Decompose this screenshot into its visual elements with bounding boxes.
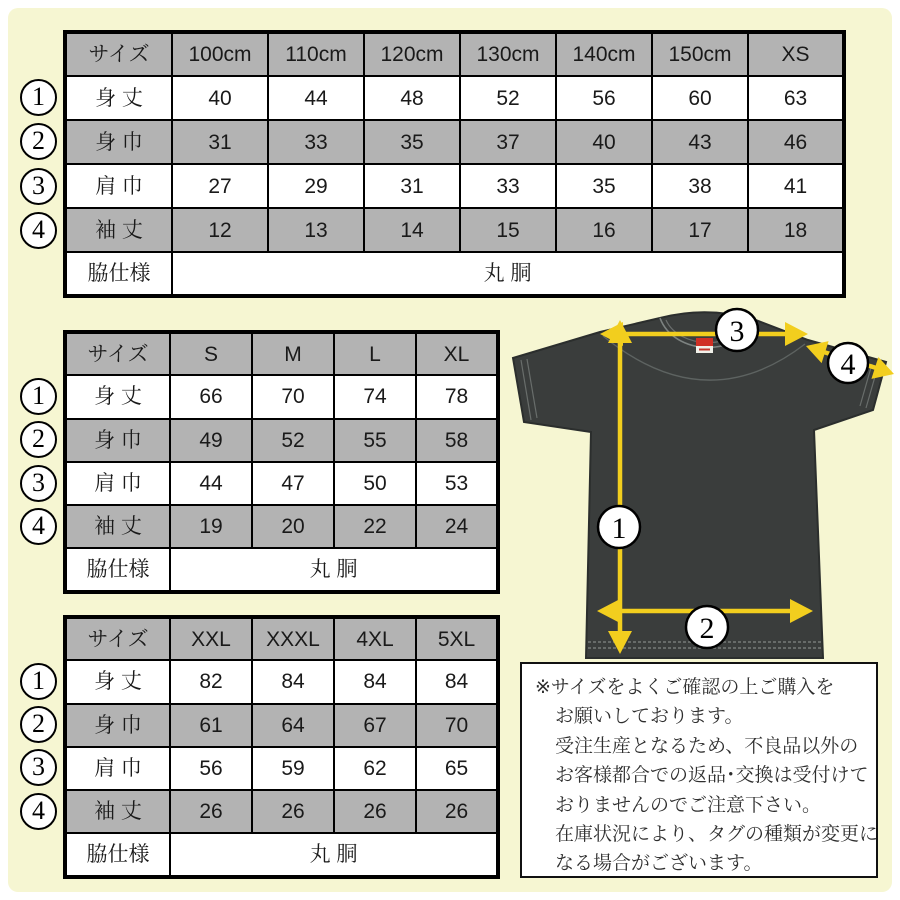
- size-value: 84: [252, 660, 334, 703]
- shirt-marker-3: [716, 309, 758, 351]
- side-spec-label: 脇仕様: [65, 252, 172, 296]
- table-row: [65, 76, 844, 120]
- size-value: 40: [556, 120, 652, 164]
- header-cell: XS: [748, 32, 844, 76]
- header-cell: XXXL: [252, 617, 334, 660]
- size-value: 66: [170, 375, 252, 418]
- header-cell: 130cm: [460, 32, 556, 76]
- row-marker-label: 3: [32, 467, 45, 497]
- size-value: 49: [170, 419, 252, 462]
- side-spec-label: 脇仕様: [65, 833, 170, 876]
- note-line: お客様都合での返品･交換は受付けて: [555, 765, 869, 787]
- measurement-label: 身 丈: [65, 375, 170, 418]
- row-marker-label: 3: [32, 751, 45, 781]
- size-value: 56: [170, 747, 252, 790]
- table-footer-row: [65, 252, 844, 296]
- size-value: 43: [652, 120, 748, 164]
- header-cell: 5XL: [416, 617, 498, 660]
- size-value: 60: [652, 76, 748, 120]
- size-value: 50: [334, 462, 416, 505]
- size-value: 65: [416, 747, 498, 790]
- header-cell: S: [170, 332, 252, 375]
- measurement-label: 袖 丈: [65, 790, 170, 833]
- size-value: 17: [652, 208, 748, 252]
- row-marker-label: 2: [32, 423, 45, 453]
- table-row: [65, 660, 498, 703]
- row-marker-2: [20, 123, 57, 160]
- row-marker-4: [20, 508, 57, 545]
- size-value: 26: [252, 790, 334, 833]
- size-value: 33: [268, 120, 364, 164]
- size-value: 47: [252, 462, 334, 505]
- size-value: 24: [416, 505, 498, 548]
- row-marker-label: 1: [32, 665, 45, 695]
- table-row: [65, 208, 844, 252]
- note-line: 在庫状況により、タグの種類が変更に: [555, 824, 879, 846]
- size-value: 44: [268, 76, 364, 120]
- measurement-label: 身 丈: [65, 76, 172, 120]
- shirt-marker-4: [828, 343, 868, 383]
- note-line: なる場合がございます。: [555, 853, 763, 875]
- header-cell-size: サイズ: [65, 32, 172, 76]
- header-cell: M: [252, 332, 334, 375]
- size-value: 58: [416, 419, 498, 462]
- size-value: 59: [252, 747, 334, 790]
- shirt-marker-1: [598, 506, 640, 548]
- row-marker-2: [20, 706, 57, 743]
- size-value: 31: [364, 164, 460, 208]
- header-cell: 100cm: [172, 32, 268, 76]
- table-row: [65, 505, 498, 548]
- measurement-label: 肩 巾: [65, 462, 170, 505]
- side-spec-value: 丸 胴: [170, 833, 498, 876]
- size-table-big: [63, 615, 500, 879]
- header-cell: 120cm: [364, 32, 460, 76]
- table-header-row: [65, 617, 498, 660]
- size-value: 53: [416, 462, 498, 505]
- table-row: [65, 747, 498, 790]
- table-header-row: [65, 32, 844, 76]
- shirt-marker-2: [686, 606, 728, 648]
- header-cell: 110cm: [268, 32, 364, 76]
- row-marker-2: [20, 421, 57, 458]
- table-row: [65, 164, 844, 208]
- header-cell: L: [334, 332, 416, 375]
- row-marker-4: [20, 793, 57, 830]
- table-row: [65, 120, 844, 164]
- size-value: 48: [364, 76, 460, 120]
- size-value: 52: [252, 419, 334, 462]
- size-value: 29: [268, 164, 364, 208]
- header-cell: 140cm: [556, 32, 652, 76]
- size-value: 26: [334, 790, 416, 833]
- size-value: 63: [748, 76, 844, 120]
- size-value: 26: [170, 790, 252, 833]
- measurement-label: 袖 丈: [65, 505, 170, 548]
- size-value: 64: [252, 704, 334, 747]
- row-marker-1: [20, 663, 57, 700]
- svg-text:1: 1: [611, 512, 627, 545]
- row-marker-label: 2: [32, 125, 45, 155]
- table-footer-row: [65, 548, 498, 591]
- row-marker-3: [20, 168, 57, 205]
- note-line: お願いしております。: [555, 706, 744, 728]
- size-value: 62: [334, 747, 416, 790]
- size-value: 38: [652, 164, 748, 208]
- side-spec-value: 丸 胴: [170, 548, 498, 591]
- header-cell: XXL: [170, 617, 252, 660]
- row-marker-label: 2: [32, 708, 45, 738]
- size-value: 44: [170, 462, 252, 505]
- header-cell: 150cm: [652, 32, 748, 76]
- table-row: [65, 419, 498, 462]
- header-cell: XL: [416, 332, 498, 375]
- note-line: 受注生産となるため、不良品以外の: [555, 735, 859, 757]
- brand-tag: [696, 338, 713, 353]
- size-value: 55: [334, 419, 416, 462]
- side-spec-label: 脇仕様: [65, 548, 170, 591]
- size-value: 37: [460, 120, 556, 164]
- header-cell: 4XL: [334, 617, 416, 660]
- measurement-label: 身 巾: [65, 120, 172, 164]
- size-value: 35: [556, 164, 652, 208]
- measurement-label: 身 巾: [65, 704, 170, 747]
- size-value: 74: [334, 375, 416, 418]
- size-value: 14: [364, 208, 460, 252]
- size-value: 67: [334, 704, 416, 747]
- row-marker-label: 1: [32, 380, 45, 410]
- size-value: 16: [556, 208, 652, 252]
- row-marker-label: 4: [32, 795, 45, 825]
- table-row: [65, 462, 498, 505]
- size-value: 46: [748, 120, 844, 164]
- size-value: 41: [748, 164, 844, 208]
- row-marker-3: [20, 749, 57, 786]
- size-value: 40: [172, 76, 268, 120]
- table-row: [65, 375, 498, 418]
- row-marker-1: [20, 79, 57, 116]
- size-value: 20: [252, 505, 334, 548]
- size-value: 18: [748, 208, 844, 252]
- row-marker-4: [20, 212, 57, 249]
- size-value: 12: [172, 208, 268, 252]
- size-value: 15: [460, 208, 556, 252]
- size-value: 82: [170, 660, 252, 703]
- table-header-row: [65, 332, 498, 375]
- row-marker-1: [20, 378, 57, 415]
- row-marker-label: 4: [32, 510, 45, 540]
- table-row: [65, 704, 498, 747]
- measurement-label: 肩 巾: [65, 747, 170, 790]
- header-cell-size: サイズ: [65, 332, 170, 375]
- table-footer-row: [65, 833, 498, 876]
- size-value: 84: [416, 660, 498, 703]
- measurement-label: 身 巾: [65, 419, 170, 462]
- size-table-adult: [63, 330, 500, 594]
- size-value: 19: [170, 505, 252, 548]
- size-value: 84: [334, 660, 416, 703]
- size-value: 22: [334, 505, 416, 548]
- size-value: 70: [416, 704, 498, 747]
- purchase-note: [520, 662, 878, 878]
- measurement-label: 袖 丈: [65, 208, 172, 252]
- size-value: 56: [556, 76, 652, 120]
- size-value: 52: [460, 76, 556, 120]
- size-value: 27: [172, 164, 268, 208]
- side-spec-value: 丸 胴: [172, 252, 844, 296]
- size-value: 61: [170, 704, 252, 747]
- table-row: [65, 790, 498, 833]
- measurement-label: 身 丈: [65, 660, 170, 703]
- header-cell-size: サイズ: [65, 617, 170, 660]
- row-marker-label: 3: [32, 170, 45, 200]
- size-value: 26: [416, 790, 498, 833]
- row-marker-label: 4: [32, 214, 45, 244]
- svg-text:3: 3: [729, 315, 745, 348]
- size-table-kids: [63, 30, 846, 298]
- tshirt-diagram: [500, 300, 900, 665]
- note-line: おりませんのでご注意下さい。: [555, 794, 822, 816]
- size-value: 31: [172, 120, 268, 164]
- row-marker-3: [20, 465, 57, 502]
- size-value: 13: [268, 208, 364, 252]
- size-value: 33: [460, 164, 556, 208]
- row-marker-label: 1: [32, 81, 45, 111]
- note-line: ※サイズをよくご確認の上ご購入を: [535, 677, 835, 698]
- size-value: 70: [252, 375, 334, 418]
- svg-text:4: 4: [840, 348, 856, 381]
- measurement-label: 肩 巾: [65, 164, 172, 208]
- size-value: 35: [364, 120, 460, 164]
- size-value: 78: [416, 375, 498, 418]
- svg-text:2: 2: [699, 612, 715, 645]
